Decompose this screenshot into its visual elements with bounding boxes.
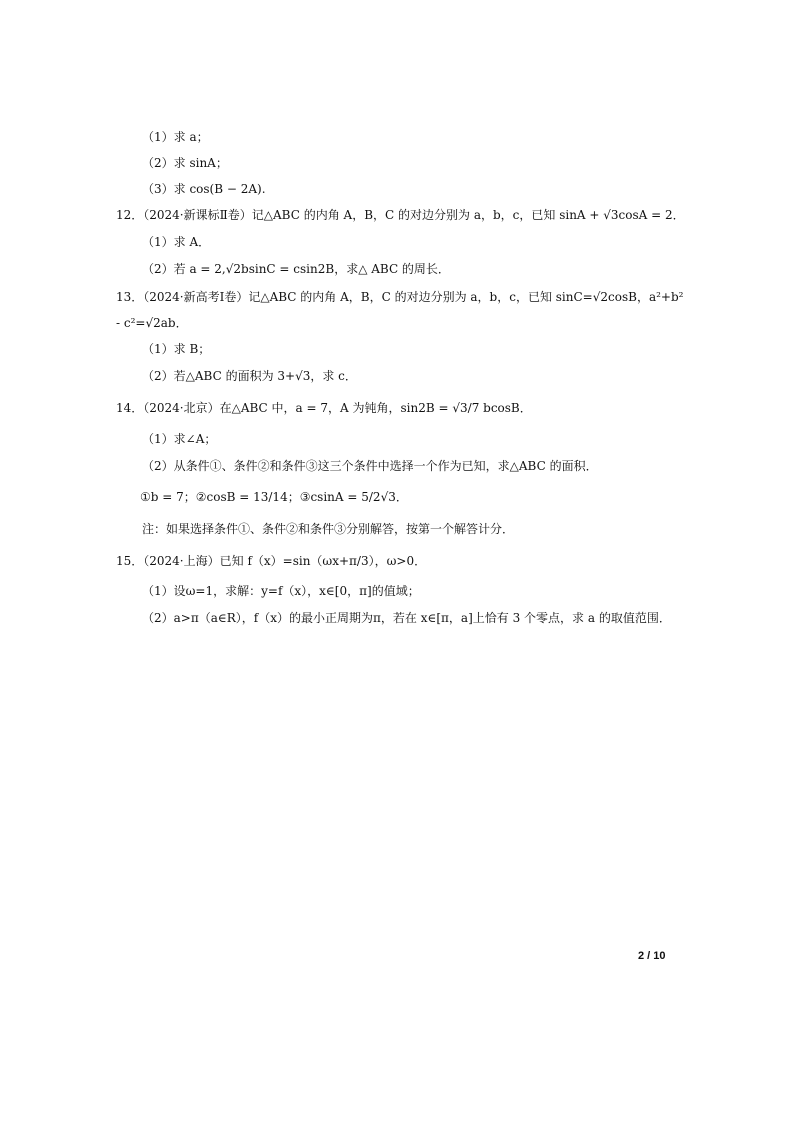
- q11-part1: （1）求 a；: [142, 130, 209, 144]
- q14-note: 注：如果选择条件①、条件②和条件③分别解答，按第一个解答计分．: [142, 522, 515, 536]
- page-number: 2 / 10: [638, 950, 666, 962]
- q11-part3: （3）求 cos(B − 2A).: [142, 182, 266, 196]
- q12-stem: 12．（2024·新课标Ⅱ卷）记△ABC 的内角 A，B，C 的对边分别为 a，b，c，已知 sinA + √3cosA = 2．: [116, 208, 685, 222]
- q14-part2: （2）从条件①、条件②和条件③这三个条件中选择一个作为已知，求△ABC 的面积．: [142, 459, 598, 473]
- q11-part2: （2）求 sinA；: [142, 156, 228, 170]
- q15-stem: 15．（2024·上海）已知 f（x）=sin（ωx+π/3），ω>0．: [116, 554, 427, 568]
- q14-conditions: ①b = 7；②cosB = 13/14；③csinA = 5/2√3．: [140, 490, 408, 504]
- q13-part2: （2）若△ABC 的面积为 3+√3，求 c．: [142, 369, 357, 383]
- q15-part2: （2）a>π（a∈R），f（x）的最小正周期为π，若在 x∈[π，a]上恰有 3 个零点，求 a 的取值范围．: [142, 611, 671, 625]
- q13-part1: （1）求 B；: [142, 342, 211, 356]
- q15-part1: （1）设ω=1，求解：y=f（x），x∈[0，π]的值域；: [142, 584, 420, 598]
- q13-stem: 13．（2024·新高考Ⅰ卷）记△ABC 的内角 A，B，C 的对边分别为 a，b，c，已知 sinC=√2cosB，a²+b²: [116, 290, 684, 304]
- q12-part2: （2）若 a = 2,√2bsinC = csin2B，求△ ABC 的周长．: [142, 262, 450, 276]
- q13-stem-cont: - c²=√2ab．: [116, 316, 188, 330]
- q14-part1: （1）求∠A；: [142, 432, 217, 446]
- q12-part1: （1）求 A．: [142, 235, 211, 249]
- q14-stem: 14．（2024·北京）在△ABC 中，a = 7，A 为钝角，sin2B = √3/7 bcosB．: [116, 401, 532, 415]
